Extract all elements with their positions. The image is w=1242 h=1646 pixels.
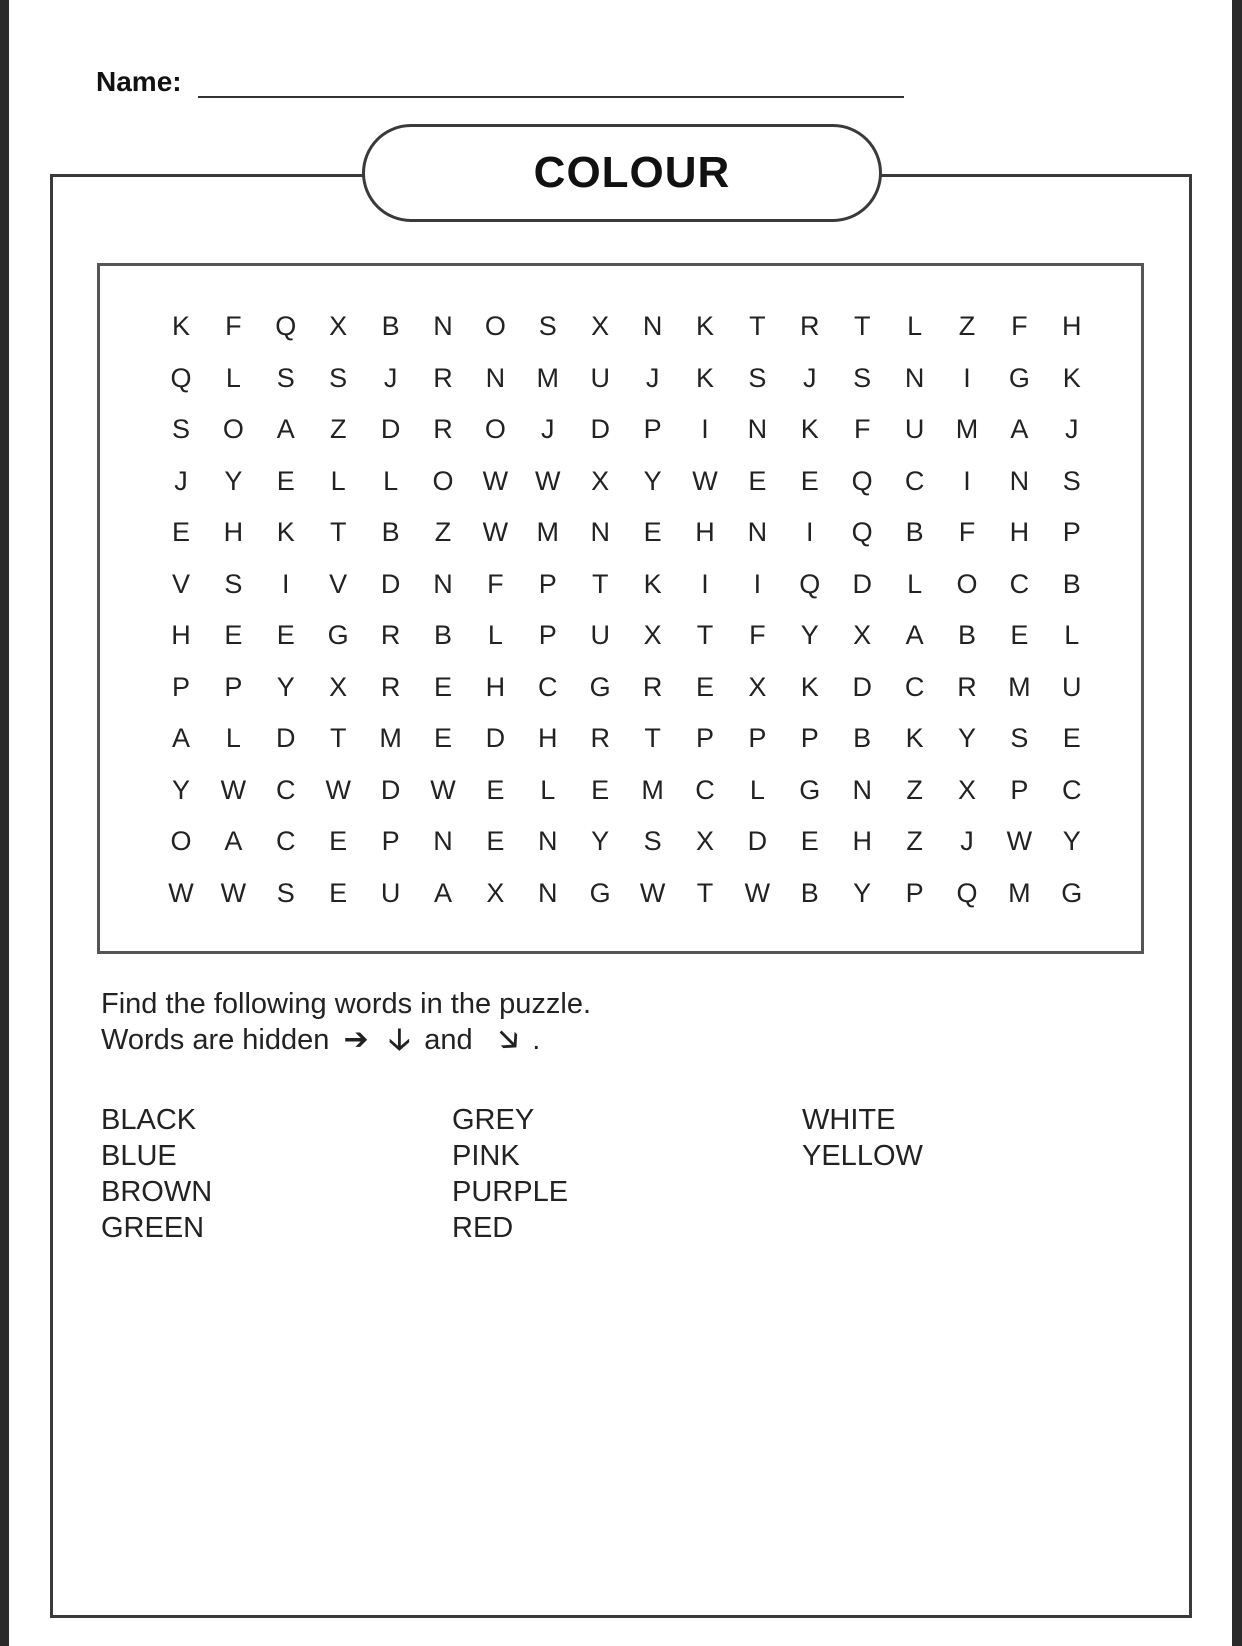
grid-letter[interactable]: K [1062, 362, 1081, 393]
grid-letter[interactable]: P [171, 671, 190, 702]
grid-letter[interactable]: T [591, 568, 609, 599]
grid-letter[interactable]: H [171, 620, 191, 650]
grid-letter[interactable]: E [486, 826, 505, 856]
grid-letter[interactable]: D [590, 414, 610, 444]
grid-letter[interactable]: W [639, 877, 666, 908]
grid-letter[interactable]: B [905, 517, 924, 547]
grid-letter[interactable]: E [276, 465, 295, 496]
grid-letter[interactable]: S [643, 826, 662, 856]
grid-letter[interactable]: X [486, 877, 505, 908]
grid-letter[interactable]: Y [800, 620, 819, 650]
page-edge-right [1232, 0, 1242, 1646]
grid-letter[interactable]: D [485, 723, 506, 753]
grid-letter[interactable]: P [905, 877, 924, 908]
grid-letter[interactable]: E [800, 465, 819, 496]
grid-letter[interactable]: B [853, 723, 872, 753]
name-input-line[interactable] [198, 96, 904, 98]
grid-letter[interactable]: L [225, 723, 241, 753]
grid-letter[interactable]: Y [171, 774, 190, 805]
grid-letter[interactable]: U [904, 414, 925, 444]
grid-letter[interactable]: S [224, 568, 243, 599]
word-list-item: GREY [452, 1104, 535, 1136]
grid-letter[interactable]: X [591, 465, 610, 496]
letter-grid [100, 266, 1141, 951]
grid-letter[interactable]: D [276, 723, 296, 753]
grid-letter[interactable]: M [641, 774, 664, 805]
instruction-prefix: Words are hidden [101, 1024, 330, 1056]
grid-letter[interactable]: R [380, 671, 401, 702]
grid-letter[interactable]: T [644, 723, 661, 753]
grid-letter[interactable]: N [747, 414, 768, 444]
grid-letter[interactable]: Z [906, 826, 923, 856]
grid-letter[interactable]: E [486, 774, 505, 805]
grid-letter[interactable]: A [276, 414, 295, 444]
grid-letter[interactable]: O [432, 465, 454, 496]
grid-letter[interactable]: W [482, 465, 509, 496]
grid-letter[interactable]: C [276, 826, 296, 856]
grid-letter[interactable]: B [381, 517, 400, 547]
grid-letter[interactable]: B [957, 620, 976, 650]
grid-letter[interactable]: X [957, 774, 976, 805]
grid-letter[interactable]: D [852, 568, 872, 599]
grid-letter[interactable]: Q [851, 517, 873, 547]
grid-letter[interactable]: K [695, 362, 714, 393]
grid-letter[interactable]: U [1062, 671, 1082, 702]
grid-letter[interactable]: C [1009, 568, 1030, 599]
grid-letter[interactable]: R [433, 414, 453, 444]
grid-letter[interactable]: S [276, 877, 295, 908]
grid-letter[interactable]: L [907, 568, 923, 599]
grid-letter[interactable]: W [220, 877, 247, 908]
grid-letter[interactable]: K [905, 723, 924, 753]
grid-letter[interactable]: X [329, 671, 348, 702]
instructions [101, 986, 591, 1058]
grid-letter[interactable]: P [1010, 774, 1029, 805]
grid-letter[interactable]: A [224, 826, 243, 856]
grid-letter[interactable]: P [800, 723, 819, 753]
grid-letter[interactable]: R [642, 671, 663, 702]
grid-letter[interactable]: W [220, 774, 247, 805]
grid-letter[interactable]: J [645, 362, 660, 393]
grid-letter[interactable]: Y [1062, 826, 1081, 856]
arrow-diagonal-icon: 🡦 [498, 1023, 519, 1056]
grid-letter[interactable]: C [538, 671, 558, 702]
grid-letter[interactable]: W [482, 517, 509, 547]
grid-letter[interactable]: R [433, 362, 453, 393]
grid-letter[interactable]: X [695, 826, 714, 856]
grid-letter[interactable]: W [325, 774, 351, 805]
grid-letter[interactable]: L [540, 774, 556, 805]
grid-letter[interactable]: C [1062, 774, 1082, 805]
grid-letter[interactable]: H [1009, 517, 1030, 547]
grid-letter[interactable]: W [535, 465, 561, 496]
grid-letter[interactable]: F [1011, 311, 1028, 341]
instruction-period: . [532, 1024, 541, 1056]
grid-letter[interactable]: X [591, 311, 610, 341]
word-list-item: BLUE [101, 1140, 177, 1172]
grid-letter[interactable]: L [383, 465, 399, 496]
grid-letter[interactable]: I [963, 362, 971, 393]
page-edge-left [0, 0, 9, 1646]
grid-letter[interactable]: P [538, 620, 557, 650]
grid-letter[interactable]: Z [329, 414, 347, 444]
grid-letter[interactable]: C [276, 774, 296, 805]
grid-letter[interactable]: L [749, 774, 765, 805]
grid-letter[interactable]: C [695, 774, 715, 805]
grid-letter[interactable]: V [329, 568, 348, 599]
grid-letter[interactable]: U [590, 362, 610, 393]
grid-letter[interactable]: D [380, 774, 401, 805]
grid-letter[interactable]: N [433, 826, 453, 856]
grid-letter[interactable]: G [589, 877, 611, 908]
grid-letter[interactable]: L [330, 465, 346, 496]
grid-letter[interactable]: X [853, 620, 872, 650]
grid-letter[interactable]: F [749, 620, 766, 650]
grid-letter[interactable]: N [485, 362, 506, 393]
grid-letter[interactable]: E [329, 877, 348, 908]
grid-letter[interactable]: R [957, 671, 977, 702]
word-list-item: BLACK [101, 1104, 197, 1136]
grid-letter[interactable]: E [171, 517, 190, 547]
grid-letter[interactable]: H [695, 517, 715, 547]
grid-letter[interactable]: J [383, 362, 398, 393]
grid-letter[interactable]: T [329, 517, 347, 547]
grid-letter[interactable]: E [433, 671, 452, 702]
grid-letter[interactable]: A [1010, 414, 1029, 444]
grid-letter[interactable]: A [905, 620, 924, 650]
grid-letter[interactable]: W [430, 774, 456, 805]
grid-letter[interactable]: K [276, 517, 295, 547]
grid-letter[interactable]: K [171, 311, 190, 341]
grid-letter[interactable]: I [701, 568, 709, 599]
grid-letter[interactable]: P [643, 414, 662, 444]
instruction-line-1: Find the following words in the puzzle. [101, 988, 592, 1020]
grid-letter[interactable]: D [747, 826, 768, 856]
grid-letter[interactable]: B [1062, 568, 1081, 599]
grid-letter[interactable]: C [904, 671, 925, 702]
grid-letter[interactable]: W [744, 877, 771, 908]
grid-letter[interactable]: Y [643, 465, 662, 496]
grid-letter[interactable]: E [1010, 620, 1029, 650]
grid-letter[interactable]: B [381, 311, 400, 341]
grid-letter[interactable]: M [1008, 671, 1031, 702]
word-list-item: WHITE [802, 1104, 896, 1136]
grid-letter[interactable]: Y [853, 877, 872, 908]
grid-letter[interactable]: Y [224, 465, 243, 496]
grid-letter[interactable]: Z [434, 517, 452, 547]
grid-letter[interactable]: O [484, 311, 506, 341]
grid-letter[interactable]: L [1064, 620, 1080, 650]
grid-letter[interactable]: E [433, 723, 452, 753]
grid-letter[interactable]: E [329, 826, 348, 856]
grid-letter[interactable]: P [224, 671, 243, 702]
grid-letter[interactable]: D [380, 414, 401, 444]
grid-letter[interactable]: S [853, 362, 872, 393]
grid-letter[interactable]: E [1062, 723, 1081, 753]
grid-letter[interactable]: M [955, 414, 979, 444]
grid-letter[interactable]: P [538, 568, 557, 599]
grid-letter[interactable]: L [225, 362, 241, 393]
grid-letter[interactable]: C [904, 465, 925, 496]
grid-letter[interactable]: T [749, 311, 766, 341]
word-list-item: RED [452, 1212, 514, 1244]
grid-letter[interactable]: F [853, 414, 871, 444]
grid-letter[interactable]: A [433, 877, 452, 908]
grid-letter[interactable]: O [170, 826, 192, 856]
grid-letter[interactable]: K [695, 311, 714, 341]
grid-letter[interactable]: G [589, 671, 611, 702]
grid-letter[interactable]: O [222, 414, 244, 444]
grid-letter[interactable]: I [753, 568, 762, 599]
grid-letter[interactable]: N [747, 517, 768, 547]
grid-letter[interactable]: E [224, 620, 243, 650]
grid-letter[interactable]: T [853, 311, 871, 341]
grid-letter[interactable]: N [538, 877, 558, 908]
grid-letter[interactable]: K [800, 414, 819, 444]
grid-letter[interactable]: S [329, 362, 348, 393]
grid-letter[interactable]: X [643, 620, 662, 650]
grid-letter[interactable]: H [223, 517, 244, 547]
grid-letter[interactable]: P [695, 723, 714, 753]
grid-letter[interactable]: D [380, 568, 401, 599]
grid-letter[interactable]: T [696, 877, 714, 908]
grid-letter[interactable]: A [171, 723, 190, 753]
grid-letter[interactable]: G [327, 620, 349, 650]
grid-letter[interactable]: N [433, 311, 453, 341]
grid-letter[interactable]: K [643, 568, 662, 599]
grid-letter[interactable]: S [171, 414, 190, 444]
word-search-box [97, 263, 1144, 954]
grid-letter[interactable]: F [487, 568, 504, 599]
grid-letter[interactable]: I [806, 517, 814, 547]
grid-letter[interactable]: O [956, 568, 978, 599]
grid-letter[interactable]: H [538, 723, 558, 753]
grid-letter[interactable]: G [799, 774, 821, 805]
grid-letter[interactable]: J [541, 414, 555, 444]
word-list-item: PINK [452, 1140, 520, 1172]
grid-letter[interactable]: M [1008, 877, 1031, 908]
grid-letter[interactable]: N [642, 311, 663, 341]
grid-letter[interactable]: J [1065, 414, 1079, 444]
grid-letter[interactable]: W [168, 877, 194, 908]
grid-letter[interactable]: E [591, 774, 610, 805]
grid-letter[interactable]: B [800, 877, 819, 908]
grid-letter[interactable]: S [1010, 723, 1029, 753]
grid-letter[interactable]: X [748, 671, 767, 702]
grid-letter[interactable]: H [485, 671, 506, 702]
grid-letter[interactable]: Q [956, 877, 978, 908]
instruction-and: and [424, 1024, 473, 1056]
grid-letter[interactable]: I [701, 414, 709, 444]
grid-letter[interactable]: T [696, 620, 714, 650]
name-row [96, 62, 906, 102]
grid-letter[interactable]: E [276, 620, 295, 650]
grid-letter[interactable]: E [748, 465, 767, 496]
grid-letter[interactable]: P [1062, 517, 1081, 547]
grid-letter[interactable]: N [590, 517, 610, 547]
grid-letter[interactable]: X [329, 311, 348, 341]
grid-letter[interactable]: K [800, 671, 819, 702]
word-list-item: PURPLE [452, 1176, 569, 1208]
grid-letter[interactable]: N [538, 826, 558, 856]
grid-letter[interactable]: L [487, 620, 503, 650]
grid-letter[interactable]: S [276, 362, 295, 393]
arrow-right-icon: ➔ [343, 1023, 369, 1056]
grid-letter[interactable]: Q [799, 568, 821, 599]
grid-letter[interactable]: R [590, 723, 610, 753]
grid-letter[interactable]: L [907, 311, 923, 341]
grid-letter[interactable]: H [1062, 311, 1082, 341]
grid-letter[interactable]: F [958, 517, 976, 547]
grid-letter[interactable]: O [484, 414, 506, 444]
grid-letter[interactable]: S [538, 311, 557, 341]
grid-letter[interactable]: J [174, 465, 188, 496]
grid-letter[interactable]: U [590, 620, 610, 650]
grid-letter[interactable]: S [748, 362, 767, 393]
name-label: Name: [96, 66, 182, 97]
grid-letter[interactable]: R [800, 311, 820, 341]
grid-letter[interactable]: Q [170, 362, 192, 393]
grid-letter[interactable]: Y [276, 671, 295, 702]
word-list-item: YELLOW [802, 1140, 923, 1172]
grid-letter[interactable]: F [225, 311, 242, 341]
grid-letter[interactable]: W [692, 465, 718, 496]
grid-letter[interactable]: N [1009, 465, 1030, 496]
grid-letter[interactable]: R [380, 620, 401, 650]
grid-letter[interactable]: Q [851, 465, 873, 496]
grid-letter[interactable]: I [282, 568, 290, 599]
instruction-line-2 [101, 1022, 591, 1058]
grid-letter[interactable]: I [963, 465, 971, 496]
grid-letter[interactable]: N [852, 774, 872, 805]
grid-letter[interactable]: U [380, 877, 401, 908]
grid-letter[interactable]: B [433, 620, 452, 650]
grid-letter[interactable]: H [852, 826, 872, 856]
grid-letter[interactable]: G [1008, 362, 1030, 393]
grid-letter[interactable]: J [960, 826, 974, 856]
grid-letter[interactable]: W [1006, 826, 1033, 856]
grid-letter[interactable]: M [536, 517, 560, 547]
grid-letter[interactable]: E [643, 517, 662, 547]
grid-letter[interactable]: T [329, 723, 347, 753]
grid-letter[interactable]: E [695, 671, 714, 702]
grid-letter[interactable]: P [748, 723, 767, 753]
grid-letter[interactable]: Y [591, 826, 610, 856]
grid-letter[interactable]: V [171, 568, 190, 599]
grid-letter[interactable]: Q [275, 311, 297, 341]
grid-letter[interactable]: N [904, 362, 925, 393]
word-list-item: GREEN [101, 1212, 205, 1244]
grid-letter[interactable]: Y [957, 723, 976, 753]
grid-letter[interactable]: G [1061, 877, 1083, 908]
grid-letter[interactable]: D [852, 671, 872, 702]
grid-letter[interactable]: P [381, 826, 400, 856]
grid-letter[interactable]: Z [958, 311, 976, 341]
grid-letter[interactable]: S [1062, 465, 1081, 496]
word-list-item: BROWN [101, 1176, 213, 1208]
grid-letter[interactable]: M [379, 723, 402, 753]
grid-letter[interactable]: M [536, 362, 560, 393]
title-banner [362, 124, 882, 222]
arrow-down-icon: 🡣 [388, 1023, 411, 1056]
grid-letter[interactable]: Z [906, 774, 923, 805]
worksheet-title: COLOUR [533, 148, 731, 197]
grid-letter[interactable]: E [800, 826, 819, 856]
grid-letter[interactable]: N [433, 568, 453, 599]
grid-letter[interactable]: J [803, 362, 817, 393]
